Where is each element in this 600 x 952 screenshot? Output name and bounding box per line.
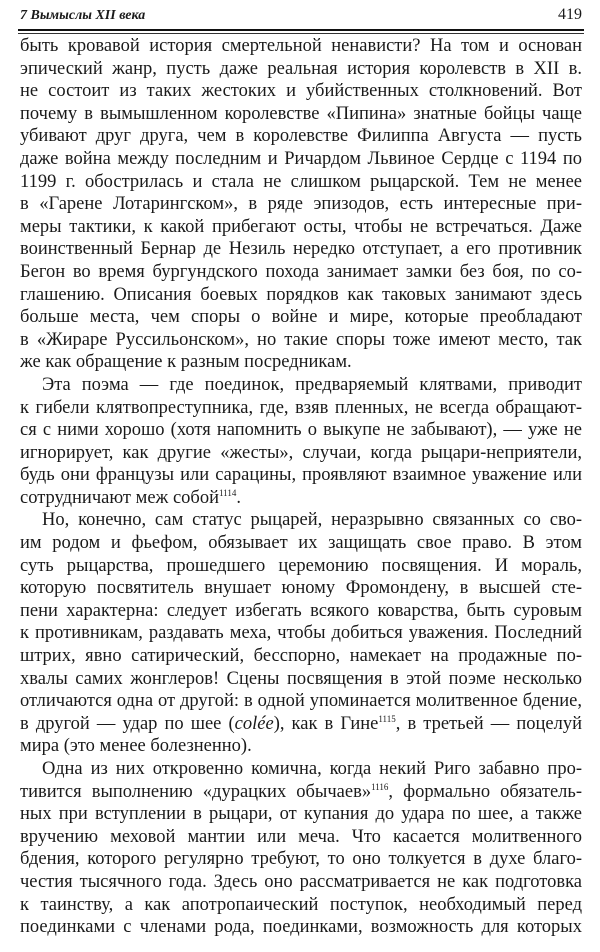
text-line	[20, 442, 582, 465]
text-line	[20, 532, 582, 555]
text-segment: воинственный Бернар де Незиль нередко отступает, а его противник	[20, 239, 582, 260]
text-segment: им родом и фьефом, обязывает их защищать свое право. В этом	[20, 533, 582, 554]
text-line	[20, 600, 582, 623]
text-line	[20, 148, 582, 171]
text-segment: пени характерна: следует избегать всякого коварства, быть суровым	[20, 600, 582, 621]
chapter-title: 7 Вымыслы XII века	[20, 8, 146, 23]
text-line	[20, 690, 582, 713]
text-line	[20, 645, 582, 668]
italic-term: colée	[234, 713, 274, 734]
text-line	[20, 781, 582, 804]
text-segment: бдения, которого регулярно требуют, то оно толкуется в духе благо-	[20, 849, 582, 870]
text-segment: глашению. Описания боевых порядков как таковых занимают здесь	[20, 284, 582, 305]
footnote-ref: 1116	[371, 781, 389, 792]
text-line	[20, 193, 582, 216]
text-line	[20, 826, 582, 849]
text-segment: к таинству, а как апотропаический поступок, необходимый перед	[20, 894, 582, 915]
text-line	[20, 555, 582, 578]
text-segment: не состоит из таких жестоких и убийственных столкновений. Вот	[20, 81, 582, 102]
text-segment: суть рыцарства, прошедшего церемонию посвящения. И мораль,	[20, 555, 582, 576]
text-segment: вручению меховой мантии или меча. Что касается молитвенного	[20, 826, 582, 847]
text-segment: будь они французы или сарацины, проявляют взаимное уважение или	[20, 465, 582, 486]
text-line	[20, 35, 582, 58]
text-segment: Одна из них откровенно комична, когда некий Риго забавно про-	[42, 759, 582, 779]
text-line	[20, 284, 582, 307]
page-number: 419	[558, 6, 582, 23]
text-segment: ся с ними хорошо (хотя напомнить о выкупе не забывают), — уже не	[20, 420, 582, 441]
text-line	[20, 397, 582, 420]
text-segment: .	[236, 487, 241, 508]
header-rule-thin	[18, 33, 584, 34]
text-line	[20, 758, 582, 781]
text-line	[20, 487, 582, 510]
text-segment: к противникам, раздавать меха, чтобы добиться уважения. Последний	[20, 623, 582, 644]
text-line	[20, 509, 582, 532]
text-line	[20, 216, 582, 239]
text-line	[20, 803, 582, 826]
text-segment: ных при вступлении в рыцари, от купания до удара по шее, а также	[20, 804, 582, 825]
text-line	[20, 374, 582, 397]
text-segment: в «Жираре Руссильонском», но такие споры тоже имеют место, так	[20, 329, 582, 350]
text-segment: игнорирует, как другие «жесты», случаи, когда рыцари-неприятели,	[20, 442, 582, 463]
text-segment: убивают друг друга, чем в королевстве Филиппа Августа — пусть	[20, 126, 582, 147]
text-line	[20, 261, 582, 284]
header-rule	[18, 29, 584, 31]
text-segment: в «Гарене Лотарингском», в ряде эпизодов, есть интересные при-	[20, 194, 582, 215]
text-segment: , формально обязатель-	[388, 781, 582, 802]
footnote-ref: 1114	[218, 487, 237, 498]
text-segment: 1199 г. обострилась и стала не слишком рыцарской. Тем не менее	[20, 171, 582, 192]
text-segment: честия тысячного года. Здесь оно рассматривается не как подготовка	[20, 871, 582, 892]
text-segment: мира (это менее болезненно).	[20, 736, 252, 757]
text-segment: тивится выполнению «дурацких обычаев»	[20, 781, 372, 802]
text-segment: даже война между последним и Ричардом Львиное Сердце с 1194 по	[20, 148, 582, 169]
text-segment: поединками с членами рода, поединками, возможность для которых	[20, 917, 582, 938]
text-segment: Но, конечно, сам статус рыцарей, неразрывно связанных со сво-	[42, 510, 582, 531]
text-line	[20, 103, 582, 126]
text-line	[20, 464, 582, 487]
body-text	[20, 35, 582, 939]
text-segment: в другой — удар по шее (	[20, 713, 235, 734]
text-line	[20, 713, 582, 736]
text-line	[20, 894, 582, 917]
text-line	[20, 848, 582, 871]
text-line	[20, 668, 582, 691]
text-line	[20, 171, 582, 194]
text-line	[20, 916, 582, 939]
text-line	[20, 577, 582, 600]
text-line	[20, 80, 582, 103]
text-line	[20, 419, 582, 442]
text-segment: же как обращение к разным посредникам.	[20, 352, 352, 373]
text-segment: меры тактики, к какой прибегают осты, чтобы не встречаться. Даже	[20, 216, 582, 237]
text-segment: которую посвятитель внушает юному Фромондену, в высшей сте-	[20, 578, 582, 599]
running-header	[20, 6, 582, 26]
text-segment: почему в вымышленном королевстве «Пипина» знатные бойцы чаще	[20, 103, 582, 124]
text-segment: Эта поэма — где поединок, предваряемый клятвами, приводит	[42, 374, 582, 395]
text-segment: хвалы самих жонглеров! Сцены посвящения в этой поэме несколько	[20, 668, 582, 689]
text-line	[20, 125, 582, 148]
text-segment: к гибели клятвопреступника, где, взяв пленных, не всегда обращают-	[20, 397, 582, 418]
text-line	[20, 871, 582, 894]
text-segment: Бегон во время бургундского похода занимает замки без боя, по со-	[20, 261, 582, 282]
footnote-ref: 1115	[378, 713, 396, 724]
text-segment: эпический жанр, пусть даже реальная история королевств в XII в.	[20, 58, 582, 79]
text-line	[20, 622, 582, 645]
text-line	[20, 351, 582, 374]
text-line	[20, 58, 582, 81]
text-segment: больше места, чем споры о войне и мире, которые преобладают	[20, 307, 582, 328]
text-segment: штрих, явно сатирический, бесспорно, намекает на продажные по-	[20, 646, 582, 667]
text-segment: ), как в Гине	[273, 713, 379, 734]
text-segment: , в третьей — поцелуй	[395, 713, 582, 734]
text-segment: отличаются одна от другой: в одной упоминается молитвенное бдение,	[20, 691, 582, 712]
text-line	[20, 735, 582, 758]
text-segment: быть кровавой история смертельной ненависти? На том и основан	[20, 36, 582, 56]
text-segment: сотрудничают меж собой	[20, 487, 219, 508]
text-line	[20, 238, 582, 261]
text-line	[20, 329, 582, 352]
text-line	[20, 306, 582, 329]
